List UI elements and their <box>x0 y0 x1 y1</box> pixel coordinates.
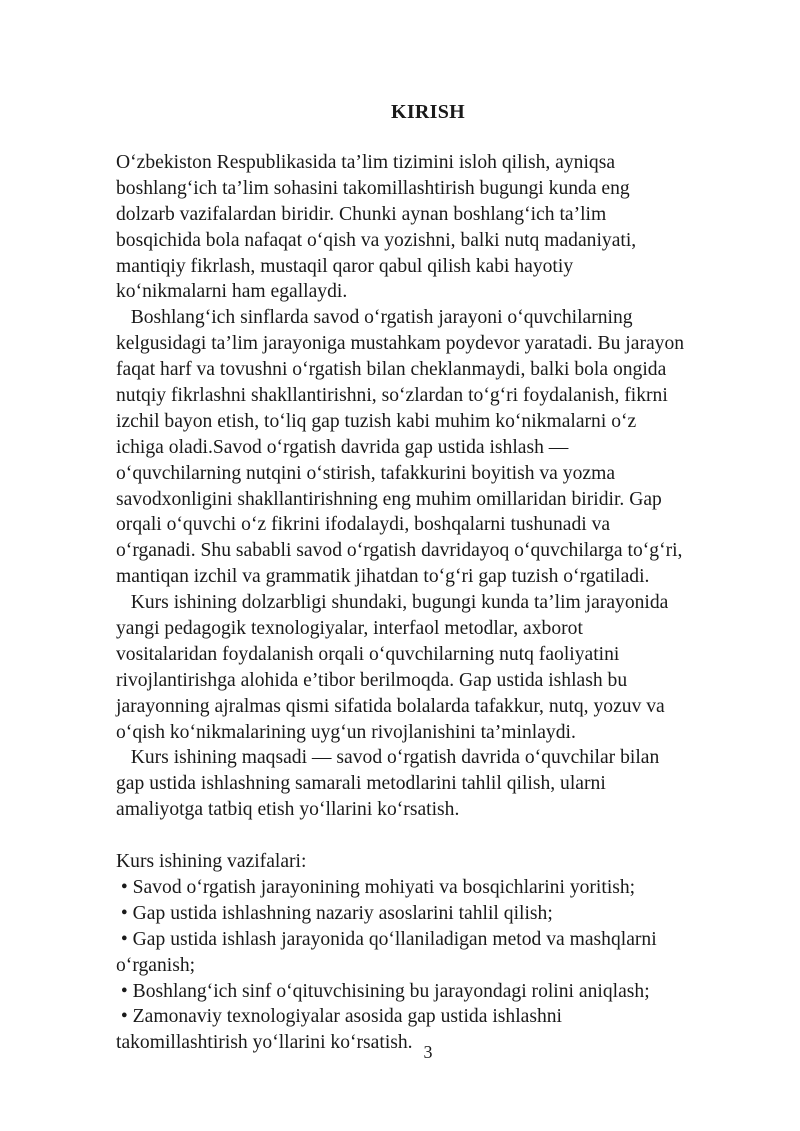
text-line: o‘rganadi. Shu sababli savod o‘rgatish davridayoq o‘quvchilarga to‘g‘ri, <box>116 540 683 562</box>
list-item: • Savod o‘rgatish jarayonining mohiyati va bosqichlarini yoritish; <box>116 876 636 898</box>
text-line: O‘zbekiston Respublikasida ta’lim tizimini isloh qilish, ayniqsa <box>116 152 616 173</box>
text-line: Kurs ishining vazifalari: <box>116 851 307 873</box>
text-line: izchil bayon etish, to‘liq gap tuzish kabi muhim ko‘nikmalarni o‘z <box>116 410 637 432</box>
list-item: • Gap ustida ishlashning nazariy asoslarini tahlil qilish; <box>116 902 553 924</box>
text-line: savodxonligini shakllantirishning eng muhim omillaridan biridir. Gap <box>116 488 662 510</box>
text-line: ichiga oladi.Savod o‘rgatish davrida gap ustida ishlash — <box>116 436 569 458</box>
page-title: KIRISH <box>390 101 466 123</box>
text-line: o‘qish ko‘nikmalarining uyg‘un rivojlanishini ta’minlaydi. <box>116 721 576 743</box>
text-line: kelgusidagi ta’lim jarayoniga mustahkam poydevor yaratadi. Bu jarayon <box>116 333 685 355</box>
list-item-continuation: o‘rganish; <box>116 954 196 976</box>
text-line: rivojlantirishga alohida e’tibor berilmoqda. Gap ustida ishlash bu <box>116 669 628 691</box>
text-line: vositalaridan foydalanish orqali o‘quvchilarning nutq faoliyatini <box>116 643 620 665</box>
text-line: Kurs ishining maqsadi — savod o‘rgatish davrida o‘quvchilar bilan <box>116 747 660 769</box>
list-item: • Zamonaviy texnologiyalar asosida gap ustida ishlashni <box>116 1006 562 1028</box>
blank-line <box>116 823 744 849</box>
text-line: amaliyotga tatbiq etish yo‘llarini ko‘rsatish. <box>116 799 460 821</box>
text-line: Boshlang‘ich sinflarda savod o‘rgatish jarayoni o‘quvchilarning <box>116 307 633 329</box>
text-line: orqali o‘quvchi o‘z fikrini ifodalaydi, boshqalarni tushunadi va <box>116 514 611 536</box>
page-number: 3 <box>423 1042 433 1062</box>
list-item: • Gap ustida ishlash jarayonida qo‘llaniladigan metod va mashqlarni <box>116 928 657 950</box>
text-line: yangi pedagogik texnologiyalar, interfaol metodlar, axborot <box>116 618 583 640</box>
text-line: Kurs ishining dolzarbligi shundaki, bugungi kunda ta’lim jarayonida <box>116 592 669 614</box>
text-line: mantiqan izchil va grammatik jihatdan to‘g‘ri gap tuzish o‘rgatiladi. <box>116 566 650 588</box>
text-line: bosqichida bola nafaqat o‘qish va yozishni, balki nutq madaniyati, <box>116 229 637 251</box>
text-line: gap ustida ishlashning samarali metodlarini tahlil qilish, ularni <box>116 773 606 795</box>
text-line: faqat harf va tovushni o‘rgatish bilan cheklanmaydi, balki bola ongida <box>116 359 667 381</box>
body-text <box>116 150 744 1056</box>
list-item: • Boshlang‘ich sinf o‘qituvchisining bu jarayondagi rolini aniqlash; <box>116 980 650 1002</box>
text-line: o‘quvchilarning nutqini o‘stirish, tafakkurini boyitish va yozma <box>116 462 616 484</box>
text-line: dolzarb vazifalardan biridir. Chunki aynan boshlang‘ich ta’lim <box>116 203 607 225</box>
text-line: jarayonning ajralmas qismi sifatida bolalarda tafakkur, nutq, yozuv va <box>116 695 665 717</box>
text-line: ko‘nikmalarni ham egallaydi. <box>116 281 348 303</box>
list-item-continuation: takomillashtirish yo‘llarini ko‘rsatish. <box>116 1032 413 1054</box>
text-line: mantiqiy fikrlash, mustaqil qaror qabul qilish kabi hayotiy <box>116 255 574 277</box>
text-line: boshlang‘ich ta’lim sohasini takomillashtirish bugungi kunda eng <box>116 177 630 199</box>
text-line: nutqiy fikrlashni shakllantirishni, so‘zlardan to‘g‘ri foydalanish, fikrni <box>116 385 668 407</box>
